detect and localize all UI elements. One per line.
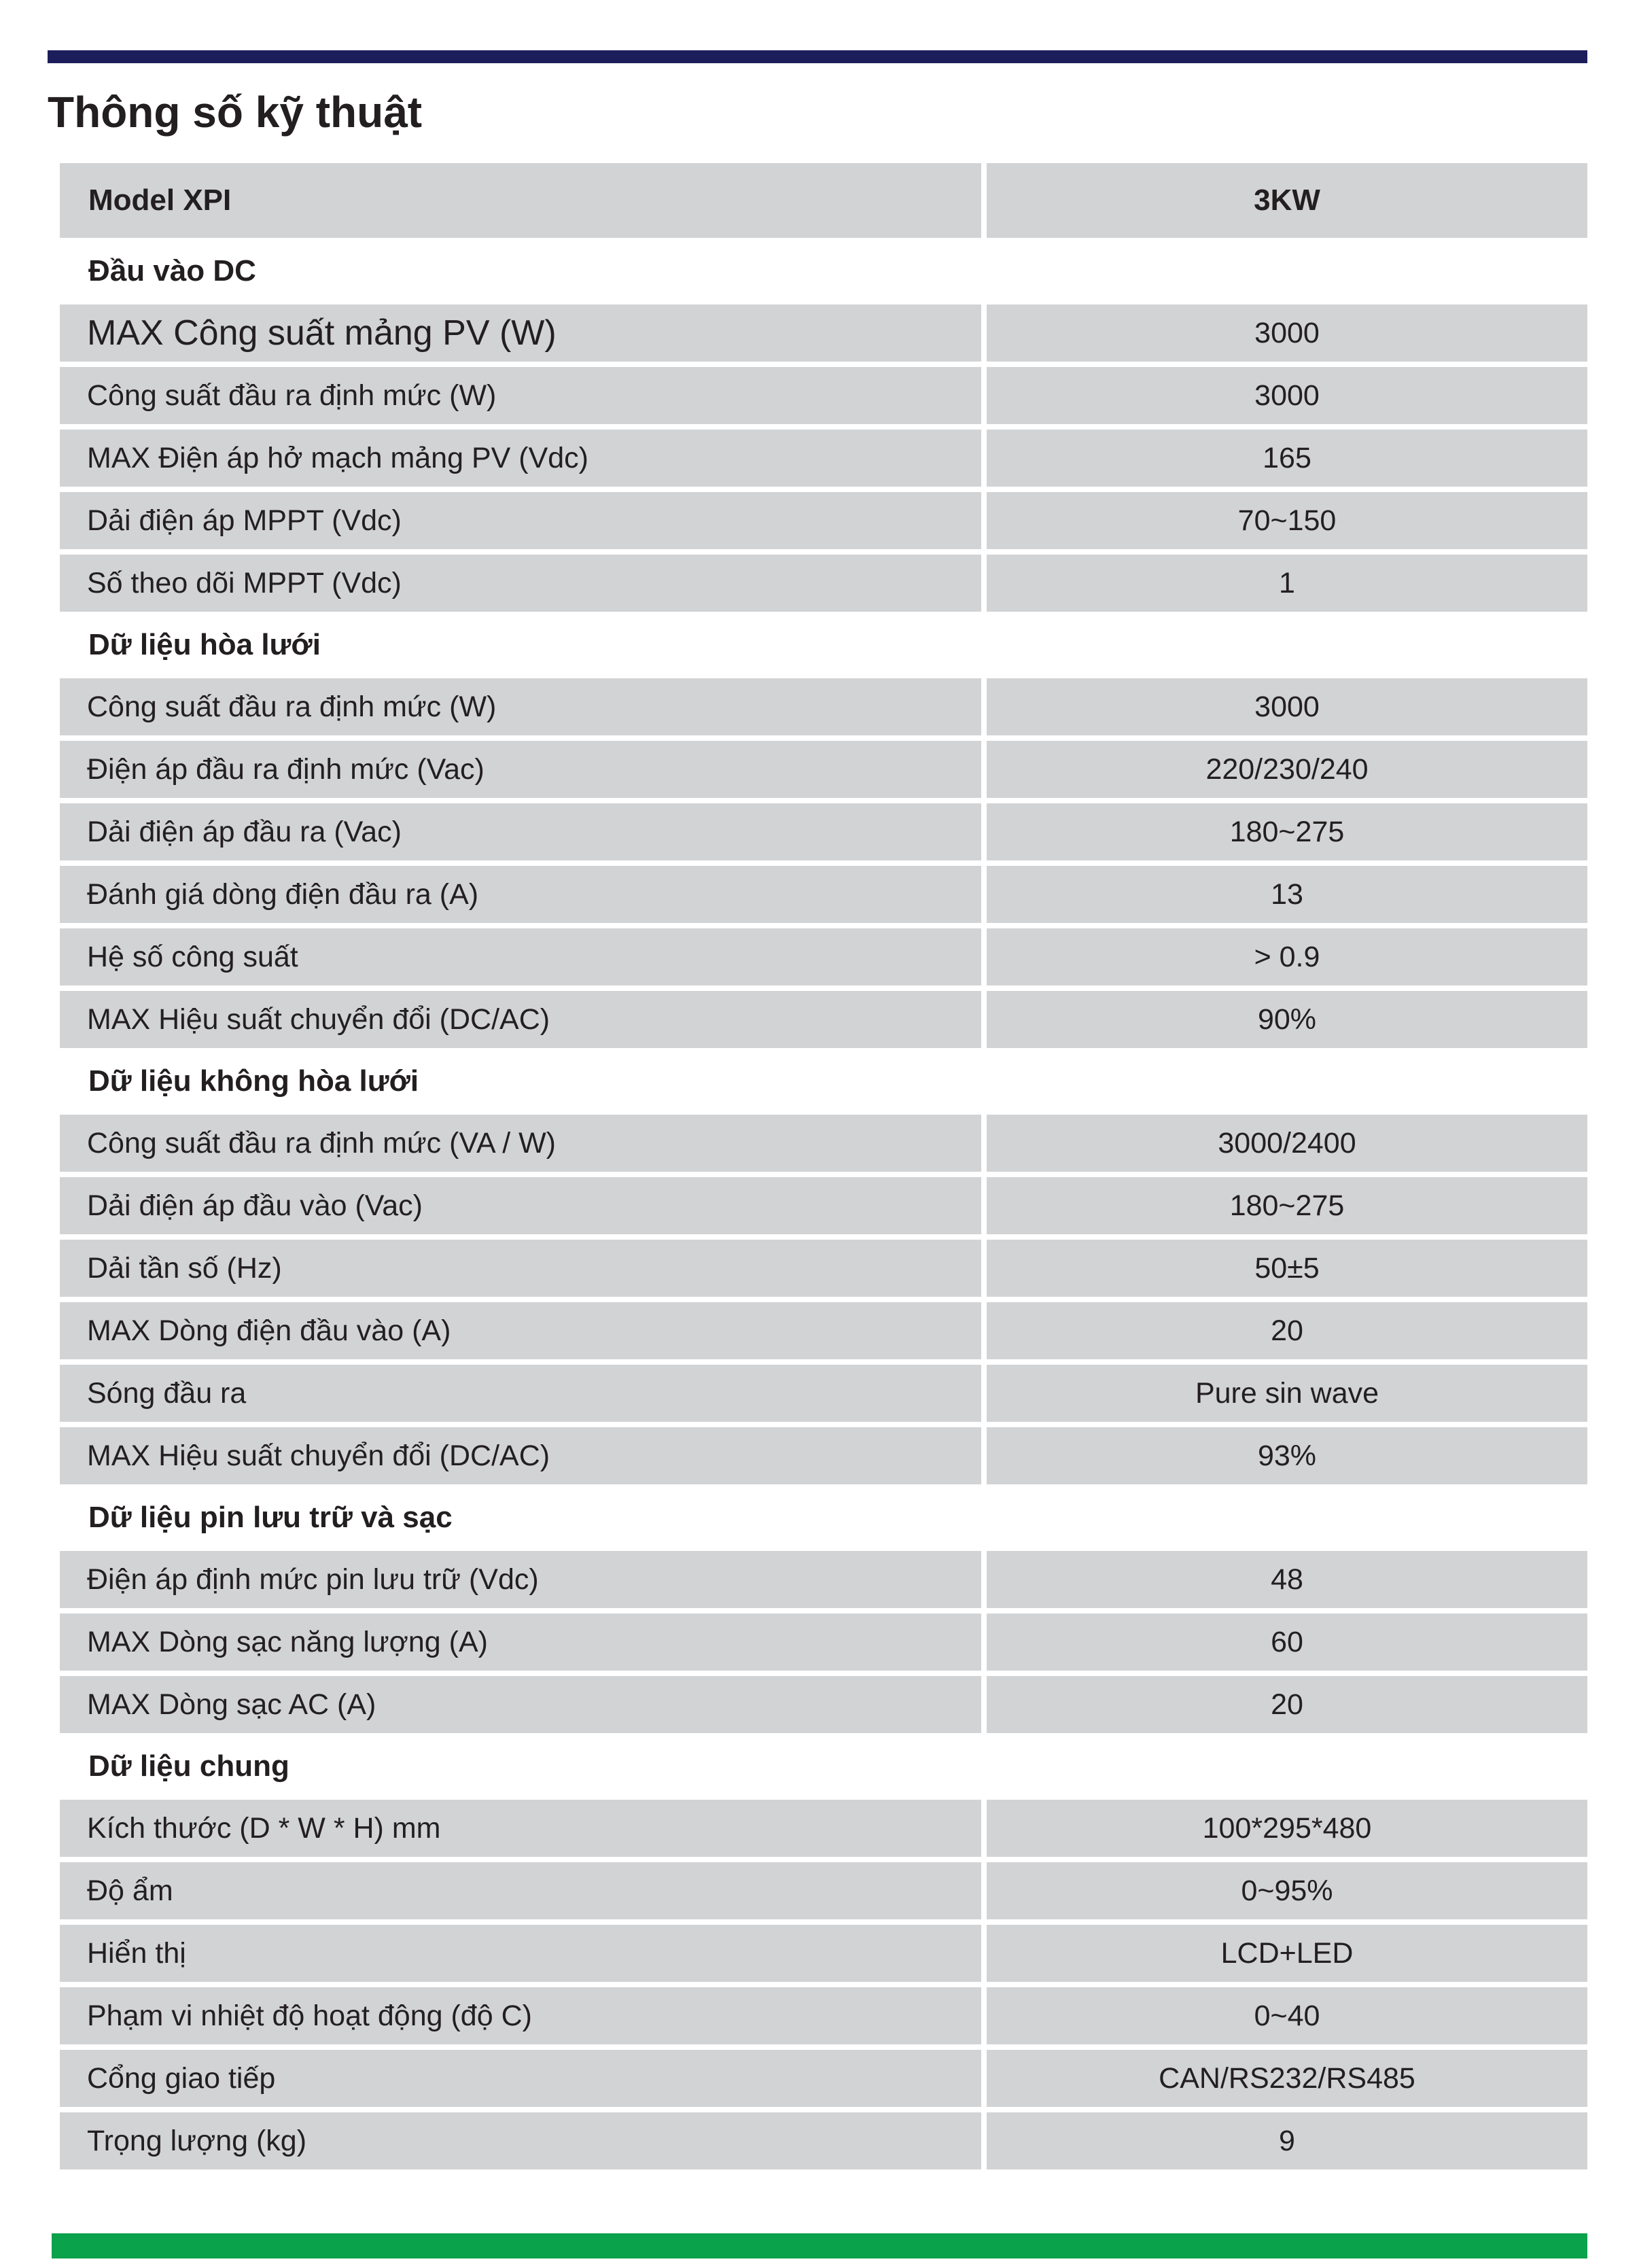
row-value: 3000 bbox=[987, 304, 1587, 362]
row-value: 3000 bbox=[987, 367, 1587, 424]
table-row bbox=[60, 1987, 1587, 2044]
table-row bbox=[60, 1551, 1587, 1608]
row-value: 20 bbox=[987, 1676, 1587, 1733]
table-row bbox=[60, 430, 1587, 487]
row-value: 180~275 bbox=[987, 1177, 1587, 1234]
table-row bbox=[60, 1427, 1587, 1484]
table-row bbox=[60, 1925, 1587, 1982]
row-label: Số theo dõi MPPT (Vdc) bbox=[60, 555, 981, 612]
table-row bbox=[60, 1177, 1587, 1234]
row-label: MAX Dòng sạc AC (A) bbox=[60, 1676, 981, 1733]
spec-sections bbox=[60, 241, 1587, 2169]
section-title: Dữ liệu hòa lưới bbox=[88, 628, 321, 661]
row-label: MAX Hiệu suất chuyển đổi (DC/AC) bbox=[60, 991, 981, 1048]
row-value: 9 bbox=[987, 2112, 1587, 2169]
row-value: CAN/RS232/RS485 bbox=[987, 2050, 1587, 2107]
row-value: 13 bbox=[987, 866, 1587, 923]
row-label: Công suất đầu ra định mức (VA / W) bbox=[60, 1115, 981, 1172]
table-row bbox=[60, 1115, 1587, 1172]
row-value: 3000/2400 bbox=[987, 1115, 1587, 1172]
table-row bbox=[60, 928, 1587, 985]
section-title: Đầu vào DC bbox=[88, 254, 256, 287]
table-row bbox=[60, 492, 1587, 549]
table-row bbox=[60, 1800, 1587, 1857]
row-value: 180~275 bbox=[987, 803, 1587, 860]
row-label: MAX Dòng sạc năng lượng (A) bbox=[60, 1613, 981, 1671]
row-label: Dải điện áp đầu ra (Vac) bbox=[60, 803, 981, 860]
table-row bbox=[60, 2112, 1587, 2169]
table-row bbox=[60, 1676, 1587, 1733]
bottom-accent-bar bbox=[52, 2233, 1587, 2258]
table-row bbox=[60, 2050, 1587, 2107]
row-label: Độ ẩm bbox=[60, 1862, 981, 1919]
section-title: Dữ liệu pin lưu trữ và sạc bbox=[88, 1501, 453, 1534]
row-value: 0~40 bbox=[987, 1987, 1587, 2044]
row-label: Kích thước (D * W * H) mm bbox=[60, 1800, 981, 1857]
row-label: Công suất đầu ra định mức (W) bbox=[60, 367, 981, 424]
row-label: Dải điện áp đầu vào (Vac) bbox=[60, 1177, 981, 1234]
row-value: 90% bbox=[987, 991, 1587, 1048]
row-label: Điện áp đầu ra định mức (Vac) bbox=[60, 741, 981, 798]
table-row bbox=[60, 1302, 1587, 1359]
row-value: Pure sin wave bbox=[987, 1365, 1587, 1422]
row-value: 50±5 bbox=[987, 1240, 1587, 1297]
row-value: 60 bbox=[987, 1613, 1587, 1671]
table-row bbox=[60, 866, 1587, 923]
section-title: Dữ liệu chung bbox=[88, 1749, 289, 1783]
row-label: Dải tần số (Hz) bbox=[60, 1240, 981, 1297]
row-label: MAX Điện áp hở mạch mảng PV (Vdc) bbox=[60, 430, 981, 487]
row-label: Sóng đầu ra bbox=[60, 1365, 981, 1422]
row-value: 48 bbox=[987, 1551, 1587, 1608]
table-row bbox=[60, 1240, 1587, 1297]
table-header-row bbox=[60, 163, 1587, 238]
row-label: MAX Công suất mảng PV (W) bbox=[60, 304, 981, 362]
table-row bbox=[60, 367, 1587, 424]
row-value: 0~95% bbox=[987, 1862, 1587, 1919]
header-value: 3KW bbox=[987, 163, 1587, 238]
row-value: 165 bbox=[987, 430, 1587, 487]
row-value: 1 bbox=[987, 555, 1587, 612]
table-row bbox=[60, 803, 1587, 860]
row-value: 20 bbox=[987, 1302, 1587, 1359]
row-label: Hiển thị bbox=[60, 1925, 981, 1982]
row-label: Công suất đầu ra định mức (W) bbox=[60, 678, 981, 735]
row-value: 70~150 bbox=[987, 492, 1587, 549]
row-label: Đánh giá dòng điện đầu ra (A) bbox=[60, 866, 981, 923]
top-accent-bar bbox=[48, 50, 1587, 63]
row-label: Phạm vi nhiệt độ hoạt động (độ C) bbox=[60, 1987, 981, 2044]
table-row bbox=[60, 741, 1587, 798]
row-label: Hệ số công suất bbox=[60, 928, 981, 985]
row-label: Trọng lượng (kg) bbox=[60, 2112, 981, 2169]
table-row bbox=[60, 304, 1587, 362]
table-row bbox=[60, 678, 1587, 735]
table-row bbox=[60, 1613, 1587, 1671]
section-title: Dữ liệu không hòa lưới bbox=[88, 1064, 419, 1098]
spec-table bbox=[60, 163, 1587, 2175]
row-label: MAX Hiệu suất chuyển đổi (DC/AC) bbox=[60, 1427, 981, 1484]
table-row bbox=[60, 991, 1587, 1048]
row-value: 100*295*480 bbox=[987, 1800, 1587, 1857]
header-label: Model XPI bbox=[60, 163, 981, 238]
row-value: LCD+LED bbox=[987, 1925, 1587, 1982]
row-value: > 0.9 bbox=[987, 928, 1587, 985]
row-label: Điện áp định mức pin lưu trữ (Vdc) bbox=[60, 1551, 981, 1608]
row-label: MAX Dòng điện đầu vào (A) bbox=[60, 1302, 981, 1359]
row-value: 220/230/240 bbox=[987, 741, 1587, 798]
table-row bbox=[60, 555, 1587, 612]
page-title: Thông số kỹ thuật bbox=[48, 88, 423, 137]
table-row bbox=[60, 1365, 1587, 1422]
row-value: 3000 bbox=[987, 678, 1587, 735]
row-label: Cổng giao tiếp bbox=[60, 2050, 981, 2107]
table-row bbox=[60, 1862, 1587, 1919]
row-value: 93% bbox=[987, 1427, 1587, 1484]
row-label: Dải điện áp MPPT (Vdc) bbox=[60, 492, 981, 549]
